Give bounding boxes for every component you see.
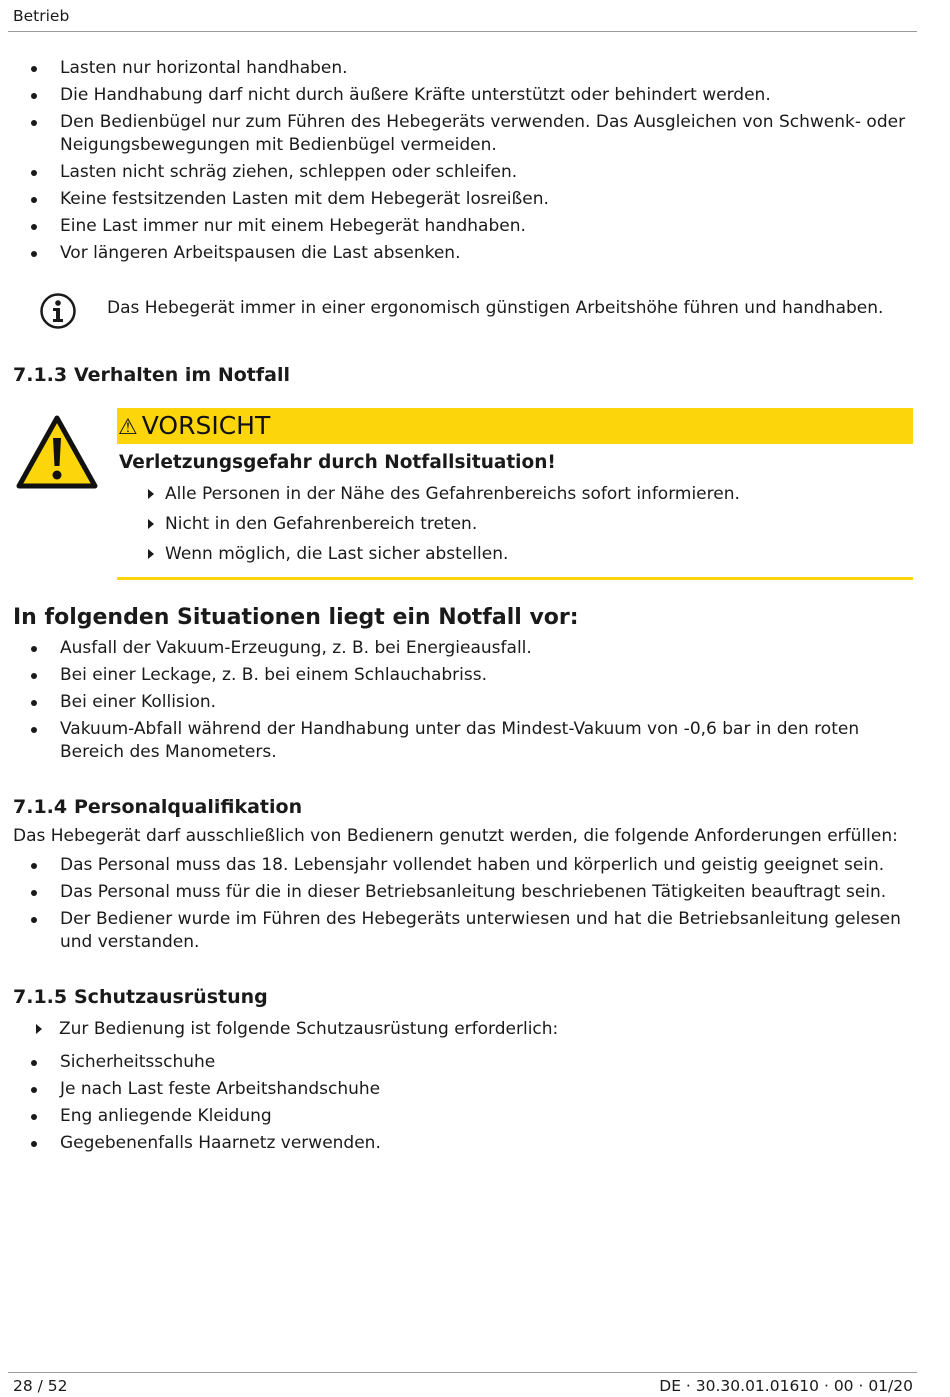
- list-item: Die Handhabung darf nicht durch äußere Kräfte unterstützt oder behindert werden.: [0, 84, 935, 107]
- action-item: Wenn möglich, die Last sicher abstellen.: [117, 543, 740, 566]
- document-id: DE · 30.30.01.01610 · 00 · 01/20: [659, 1377, 913, 1395]
- list-item: Keine festsitzenden Lasten mit dem Hebegerät losreißen.: [0, 188, 935, 211]
- section-heading-7-1-3: [13, 364, 290, 386]
- info-icon: [40, 293, 76, 329]
- section-heading-7-1-4: [13, 796, 302, 818]
- warning-bottom-line: [117, 577, 913, 580]
- protection-instruction-list: [13, 1018, 558, 1041]
- warning-small-icon: ⚠: [118, 415, 138, 440]
- list-item: Ausfall der Vakuum-Erzeugung, z. B. bei Energieausfall.: [0, 637, 935, 660]
- warning-signal-text: VORSICHT: [141, 411, 271, 440]
- emergency-list: [0, 637, 935, 768]
- list-item: Der Bediener wurde im Führen des Hebegeräts unterwiesen und hat die Betriebsanleitung gelesen und verstanden.: [0, 908, 935, 954]
- section-title: Schutzausrüstung: [74, 986, 268, 1008]
- footer-divider: [8, 1372, 917, 1373]
- section-heading-7-1-5: [13, 986, 268, 1008]
- header-divider: [8, 31, 917, 32]
- list-item: Bei einer Kollision.: [0, 691, 935, 714]
- action-item: Nicht in den Gefahrenbereich treten.: [117, 513, 740, 536]
- list-item: Sicherheitsschuhe: [0, 1051, 935, 1074]
- list-item: Das Personal muss das 18. Lebensjahr vollendet haben und körperlich und geistig geeignet sein.: [0, 854, 935, 877]
- list-item: Eng anliegende Kleidung: [0, 1105, 935, 1128]
- warning-signal-word: [118, 410, 270, 444]
- list-item: Gegebenenfalls Haarnetz verwenden.: [0, 1132, 935, 1155]
- list-item: Bei einer Leckage, z. B. bei einem Schlauchabriss.: [0, 664, 935, 687]
- list-item: Eine Last immer nur mit einem Hebegerät handhaben.: [0, 215, 935, 238]
- list-item: Vakuum-Abfall während der Handhabung unter das Mindest-Vakuum von -0,6 bar in den roten Bereich des Manometers.: [0, 718, 935, 764]
- section-number: 7.1.4: [13, 796, 68, 818]
- list-item: Das Personal muss für die in dieser Betriebsanleitung beschriebenen Tätigkeiten beauftragt sein.: [0, 881, 935, 904]
- list-item: Je nach Last feste Arbeitshandschuhe: [0, 1078, 935, 1101]
- list-item: Lasten nicht schräg ziehen, schleppen oder schleifen.: [0, 161, 935, 184]
- protection-list: [0, 1051, 935, 1159]
- qualification-intro: Das Hebegerät darf ausschließlich von Bedienern genutzt werden, die folgende Anforderungen erfüllen:: [13, 826, 898, 846]
- action-item: Alle Personen in der Nähe des Gefahrenbereichs sofort informieren.: [117, 483, 740, 506]
- warning-subtitle: Verletzungsgefahr durch Notfallsituation!: [119, 452, 556, 473]
- page-number: 28 / 52: [13, 1377, 68, 1395]
- instruction-item: Zur Bedienung ist folgende Schutzausrüstung erforderlich:: [13, 1018, 558, 1041]
- list-item: Lasten nur horizontal handhaben.: [0, 57, 935, 80]
- section-title: Verhalten im Notfall: [74, 364, 290, 386]
- warning-actions-list: [117, 483, 740, 573]
- section-number: 7.1.5: [13, 986, 68, 1008]
- page-header-title: Betrieb: [13, 7, 70, 25]
- list-item: Den Bedienbügel nur zum Führen des Hebegeräts verwenden. Das Ausgleichen von Schwenk- oder Neigungsbewegungen mit Bedienbügel vermeiden.: [0, 111, 935, 157]
- emergency-heading: In folgenden Situationen liegt ein Notfall vor:: [13, 605, 579, 630]
- warning-triangle-icon: [15, 414, 99, 490]
- qualification-list: [0, 854, 935, 958]
- section-title: Personalqualifikation: [74, 796, 303, 818]
- handling-rules-list: [0, 57, 935, 269]
- info-note-text: Das Hebegerät immer in einer ergonomisch günstigen Arbeitshöhe führen und handhaben.: [107, 298, 884, 318]
- list-item: Vor längeren Arbeitspausen die Last absenken.: [0, 242, 935, 265]
- section-number: 7.1.3: [13, 364, 68, 386]
